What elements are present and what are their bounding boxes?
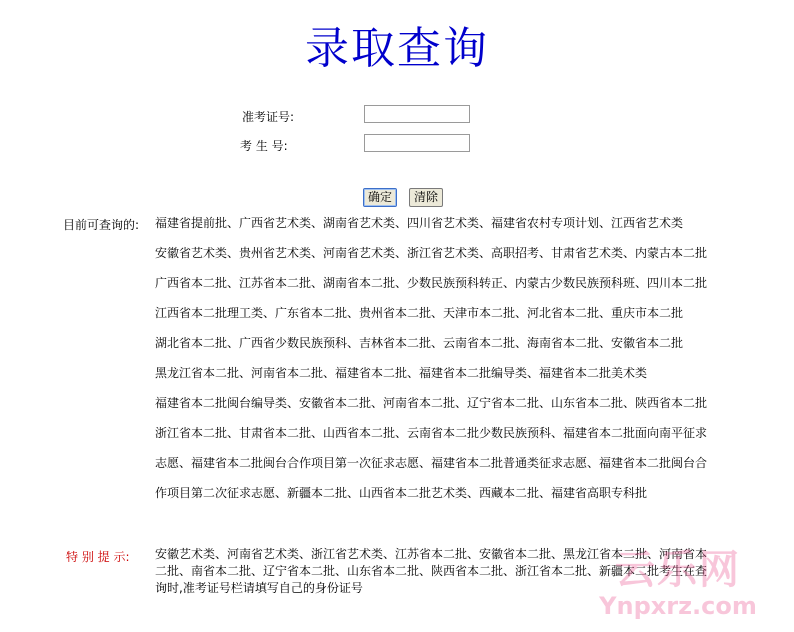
watermark-logo: 云乐网 bbox=[615, 547, 741, 593]
special-notice-label: 特 别 提 示: bbox=[66, 550, 130, 564]
notice-line: 安徽艺术类、河南省艺术类、浙江省艺术类、江苏省本二批、安徽省本二批、黑龙江省本二批、河南省本 bbox=[155, 547, 708, 561]
queryable-list bbox=[155, 208, 755, 508]
notice-line: 询时,准考证号栏请填写自己的身份证号 bbox=[155, 581, 363, 595]
list-item: 黑龙江省本二批、河南省本二批、福建省本二批、福建省本二批编导类、福建省本二批美术类 bbox=[155, 366, 648, 380]
confirm-button[interactable]: 确定 bbox=[363, 188, 397, 207]
list-item: 志愿、福建省本二批闽台合作项目第一次征求志愿、福建省本二批普通类征求志愿、福建省本二批闽台合 bbox=[155, 456, 708, 470]
current-queryable-label: 目前可查询的: bbox=[63, 218, 140, 232]
exam-id-input[interactable] bbox=[364, 105, 470, 123]
student-id-input[interactable] bbox=[364, 134, 470, 152]
student-id-label: 考 生 号: bbox=[240, 139, 288, 153]
clear-button[interactable]: 清除 bbox=[409, 188, 443, 207]
special-notice-text bbox=[155, 547, 755, 598]
page-title: 录取查询 bbox=[305, 23, 489, 74]
watermark-url: Ynpxrz.com bbox=[599, 592, 757, 620]
notice-line: 二批、南省本二批、辽宁省本二批、山东省本二批、陕西省本二批、浙江省本二批、新疆本二批考生在查 bbox=[155, 564, 708, 578]
list-item: 安徽省艺术类、贵州省艺术类、河南省艺术类、浙江省艺术类、高职招考、甘肃省艺术类、内蒙古本二批 bbox=[155, 246, 708, 260]
list-item: 福建省本二批闽台编导类、安徽省本二批、河南省本二批、辽宁省本二批、山东省本二批、陕西省本二批 bbox=[155, 396, 708, 410]
list-item: 作项目第二次征求志愿、新疆本二批、山西省本二批艺术类、西藏本二批、福建省高职专科批 bbox=[155, 486, 648, 500]
list-item: 江西省本二批理工类、广东省本二批、贵州省本二批、天津市本二批、河北省本二批、重庆市本二批 bbox=[155, 306, 684, 320]
list-item: 浙江省本二批、甘肃省本二批、山西省本二批、云南省本二批少数民族预科、福建省本二批面向南平征求 bbox=[155, 426, 708, 440]
list-item: 广西省本二批、江苏省本二批、湖南省本二批、少数民族预科转正、内蒙古少数民族预科班、四川本二批 bbox=[155, 276, 708, 290]
list-item: 湖北省本二批、广西省少数民族预科、吉林省本二批、云南省本二批、海南省本二批、安徽省本二批 bbox=[155, 336, 684, 350]
exam-id-label: 准考证号: bbox=[242, 110, 295, 124]
list-item: 福建省提前批、广西省艺术类、湖南省艺术类、四川省艺术类、福建省农村专项计划、江西省艺术类 bbox=[155, 216, 684, 230]
